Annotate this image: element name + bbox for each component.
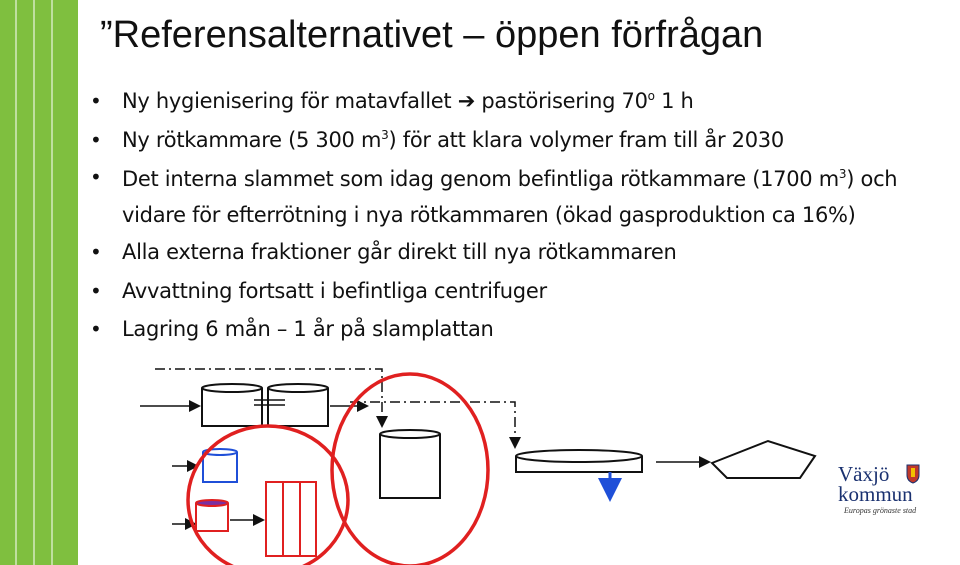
new-digester-tank [380,430,440,498]
bullet-dot: • [90,127,102,152]
blue-tank [203,449,237,482]
right-arrow-icon: ➔ [457,89,475,113]
bullet-item: • Avvattning fortsatt i befintliga centrifuger [90,272,960,311]
sludge-storage-shape [712,441,815,478]
bullet-item: • Lagring 6 mån – 1 år på slamplattan [90,310,960,349]
bullet-item: • Ny hygienisering för matavfallet ➔ pastörisering 70$^o$ 1 h [90,82,960,121]
bullet-dot: • [90,278,102,303]
bullet-item: • Ny rötkammare (5 300 $m^3$) för att klara volymer fram till år 2030 [90,121,960,160]
primary-settling-tank [202,384,262,426]
bullet-dot: • [90,240,102,264]
bullet-dot: • [90,89,102,113]
bullet-item: • Alla externa fraktioner går direkt till nya rötkammaren [90,233,960,272]
bullet-dot: • [90,317,102,341]
existing-digester-tank [516,450,642,472]
pasteurisation-unit [266,482,316,556]
bullet-dot: • [90,165,102,189]
hygienisation-tank [196,500,228,531]
municipality-logo: Växjö kommun Europas grönaste stad [838,462,948,522]
city-crest-icon [906,464,920,484]
digestate-flow-line [350,402,515,446]
bullet-item: • Det interna slammet som idag genom befintliga rötkammare (1700 $m^3$) och vidare för efterrötning i nya rötkammaren (ökad gasproduktion ca 16%) [90,159,960,233]
slide-title: ”Referensalternativet – öppen förfrågan [100,14,764,56]
